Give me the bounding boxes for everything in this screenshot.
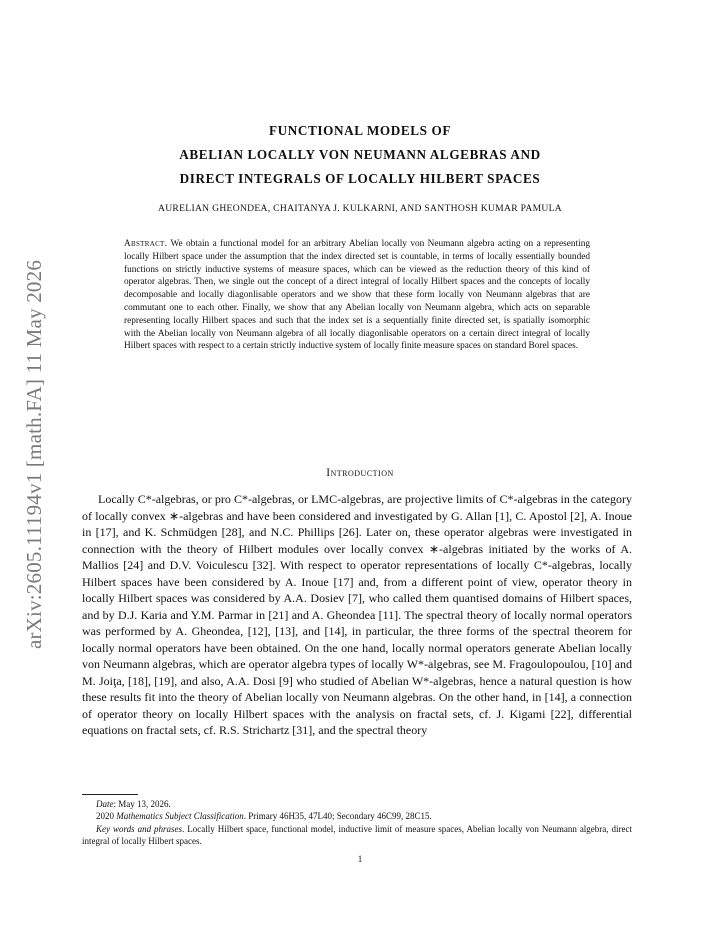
keywords-label: Key words and phrases xyxy=(96,823,183,834)
msc-value: . Primary 46H35, 47L40; Secondary 46C99, 28C15. xyxy=(243,811,432,822)
title-line-1: FUNCTIONAL MODELS OF xyxy=(269,123,451,138)
arxiv-stamp xyxy=(18,244,52,664)
footnote-rule xyxy=(82,794,138,795)
msc-label: Mathematics Subject Classification xyxy=(116,811,244,822)
section-heading-introduction: Introduction xyxy=(326,467,394,479)
date-value: : May 13, 2026. xyxy=(113,799,171,809)
footnotes xyxy=(82,798,632,848)
footnote-keywords xyxy=(82,823,632,848)
footnote-date xyxy=(82,798,632,810)
footnote-msc xyxy=(82,810,632,822)
abstract-label: Abstract. xyxy=(124,239,168,249)
abstract-text: We obtain a functional model for an arbitrary Abelian locally von Neumann algebra acting on a representing locally Hilbert space under the assumption that the index directed set is countable, in terms of locally essentially bounded functions on strictly inductive systems of measure spaces, which can be viewed as the reduction theory of this kind of operator algebras. Then, we single out the concept of a direct integral of locally Hilbert spaces and the concepts of locally decomposable and locally diagonlisable operators and we show that these form locally von Neumann algebras that are commutant one to each other. Finally, we show that any Abelian locally von Neumann algebra, which acts on separable representing locally Hilbert spaces and such that the index set is a sequentially finite directed set, is spatially isomorphic with the Abelian locally von Neumann algebra of all locally diagonlisable operators on a certain direct integral of locally Hilbert spaces with respect to a certain strictly inductive system of locally finite measure spaces on standard Borel spaces. xyxy=(124,239,590,352)
title-line-3: DIRECT INTEGRALS OF LOCALLY HILBERT SPACES xyxy=(179,171,541,186)
introduction-paragraph: Locally C*-algebras, or pro C*-algebras, or LMC-algebras, are projective limits of C*-algebras in the category of locally convex ∗-algebras and have been considered and investigated by G. Allan [1], C. Apostol [2], A. Inoue in [17], and K. Schmüdgen [28], and N.C. Phillips [26]. Later on, these operator algebras were investigated in connection with the theory of Hilbert modules over locally convex ∗-algebras initiated by the works of A. Mallios [24] and D.V. Voiculescu [32]. With respect to operator representations of locally C*-algebras, locally Hilbert spaces have been considered by A. Inoue [17] and, from a different point of view, operator theory in locally Hilbert spaces was considered by A.A. Dosiev [7], who called them quantised domains of Hilbert spaces, and by D.J. Karia and Y.M. Parmar in [21] and A. Gheondea [11]. The spectral theory of locally normal operators was performed by A. Gheondea, [12], [13], and [14], in particular, the three forms of the spectral theorem for locally normal operators have been obtained. On the one hand, locally normal operators generate Abelian locally von Neumann algebras, which are operator algebra types of locally W*-algebras, see M. Fragoulopoulou, [10] and M. Joiţa, [18], [19], and also, A.A. Dosi [9] who studied of Abelian W*-algebras, hence a natural question is how these results fit into the theory of Abelian locally von Neumann algebras. On the other hand, in [14], a connection of operator theory on locally Hilbert spaces with the analysis on fractal sets, cf. J. Kigami [22], differential equations on fractal sets, cf. R.S. Strichartz [31], and the spectral theory xyxy=(82,492,632,737)
keywords-value: . Locally Hilbert space, functional model, inductive limit of measure spaces, Abelian locally von Neumann algebra, direct integral of locally Hilbert spaces. xyxy=(82,823,632,847)
abstract xyxy=(124,238,590,353)
paper-title xyxy=(90,119,630,191)
page-number: 1 xyxy=(357,854,363,864)
date-label: Date xyxy=(96,799,114,809)
introduction-body xyxy=(82,491,632,739)
msc-year: 2020 xyxy=(96,811,117,822)
arxiv-stamp-text: arXiv:2605.11194v1 [math.FA] 11 May 2026 xyxy=(22,259,47,649)
title-line-2: ABELIAN LOCALLY VON NEUMANN ALGEBRAS AND xyxy=(179,147,541,162)
author-list: AURELIAN GHEONDEA, CHAITANYA J. KULKARNI, AND SANTHOSH KUMAR PAMULA xyxy=(157,203,563,214)
